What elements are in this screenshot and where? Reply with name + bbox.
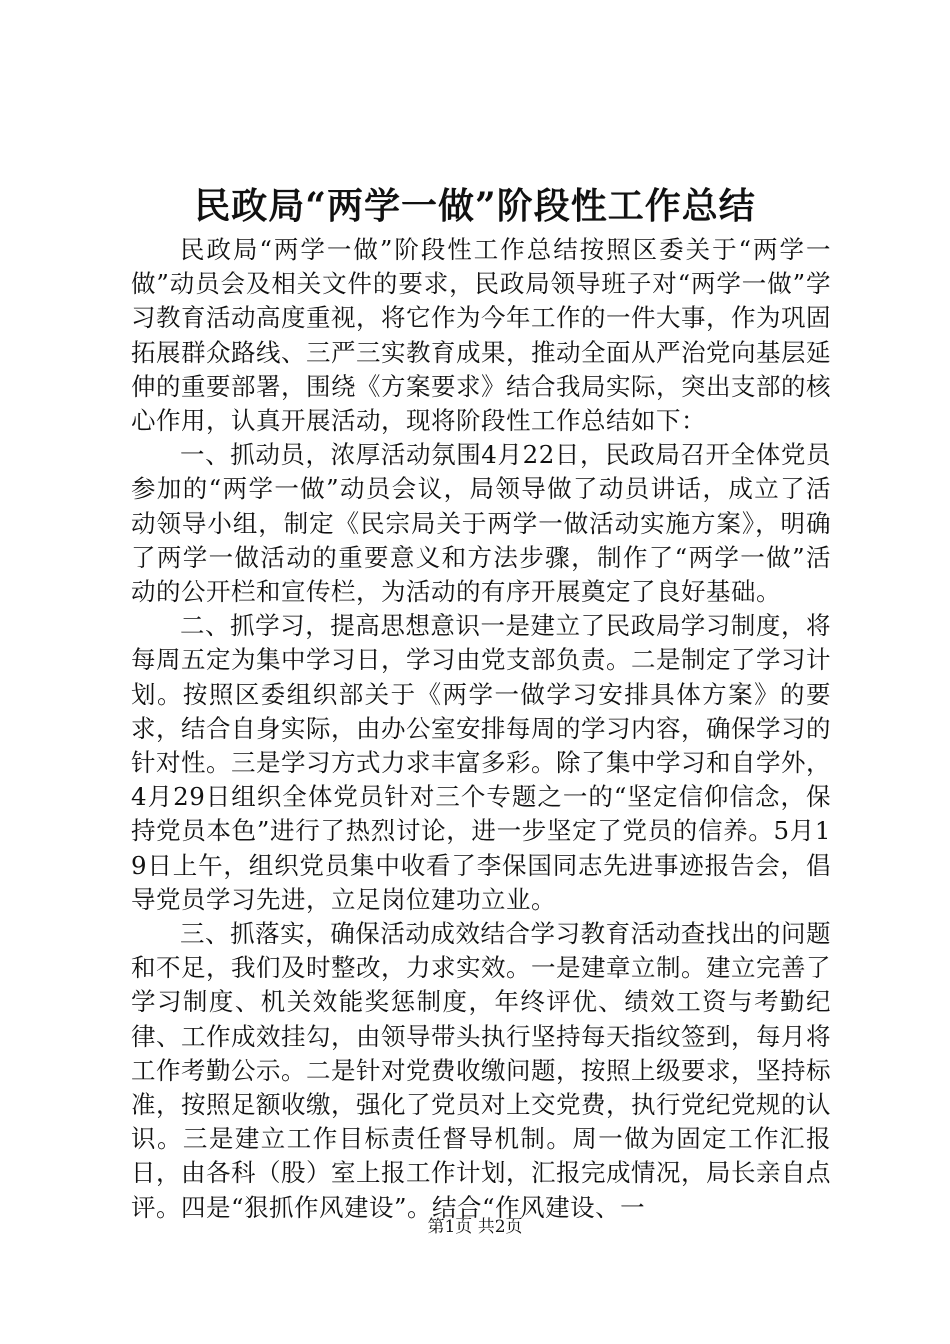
paragraph-section-3: 三、抓落实，确保活动成效结合学习教育活动查找出的问题和不足，我们及时整改，力求实效。一是建章立制。建立完善了学习制度、机关效能奖惩制度，年终评优、绩效工资与考勤纪律、工作成效挂勾，由领导带头执行坚持每天指纹签到，每月将工作考勤公示。二是针对党费收缴问题，按照上级要求，坚持标准，按照足额收缴，强化了党员对上交党费，执行党纪党规的认识。三是建立工作目标责任督导机制。周一做为固定工作汇报日，由各科（股）室上报工作计划，汇报完成情况，局长亲自点评。四是“狠抓作风建设”。结合“作风建设、一	[131, 919, 831, 1222]
document-title: 民政局“两学一做”阶段性工作总结	[194, 185, 756, 227]
document-body	[131, 233, 831, 1225]
paragraph-section-2: 二、抓学习，提高思想意识一是建立了民政局学习制度，将每周五定为集中学习日，学习由党支部负责。二是制定了学习计划。按照区委组织部关于《两学一做学习安排具体方案》的要求，结合自身实际，由办公室安排每周的学习内容，确保学习的针对性。三是学习方式力求丰富多彩。除了集中学习和自学外，4月29日组织全体党员针对三个专题之一的“坚定信仰信念，保持党员本色”进行了热烈讨论，进一步坚定了党员的信养。5月19日上午，组织党员集中收看了李保国同志先进事迹报告会，倡导党员学习先进，立足岗位建功立业。	[131, 611, 831, 914]
paragraph-section-1: 一、抓动员，浓厚活动氛围4月22日，民政局召开全体党员参加的“两学一做”动员会议，局领导做了动员讲话，成立了活动领导小组，制定《民宗局关于两学一做活动实施方案》，明确了两学一做活动的重要意义和方法步骤，制作了“两学一做”活动的公开栏和宣传栏，为活动的有序开展奠定了良好基础。	[131, 440, 831, 607]
page-footer: 第1页 共2页	[427, 1217, 523, 1237]
paragraph-intro: 民政局“两学一做”阶段性工作总结按照区委关于“两学一做”动员会及相关文件的要求，民政局领导班子对“两学一做”学习教育活动高度重视，将它作为今年工作的一件大事，作为巩固拓展群众路线、三严三实教育成果，推动全面从严治党向基层延伸的重要部署，围绕《方案要求》结合我局实际，突出支部的核心作用，认真开展活动，现将阶段性工作总结如下：	[131, 235, 831, 436]
